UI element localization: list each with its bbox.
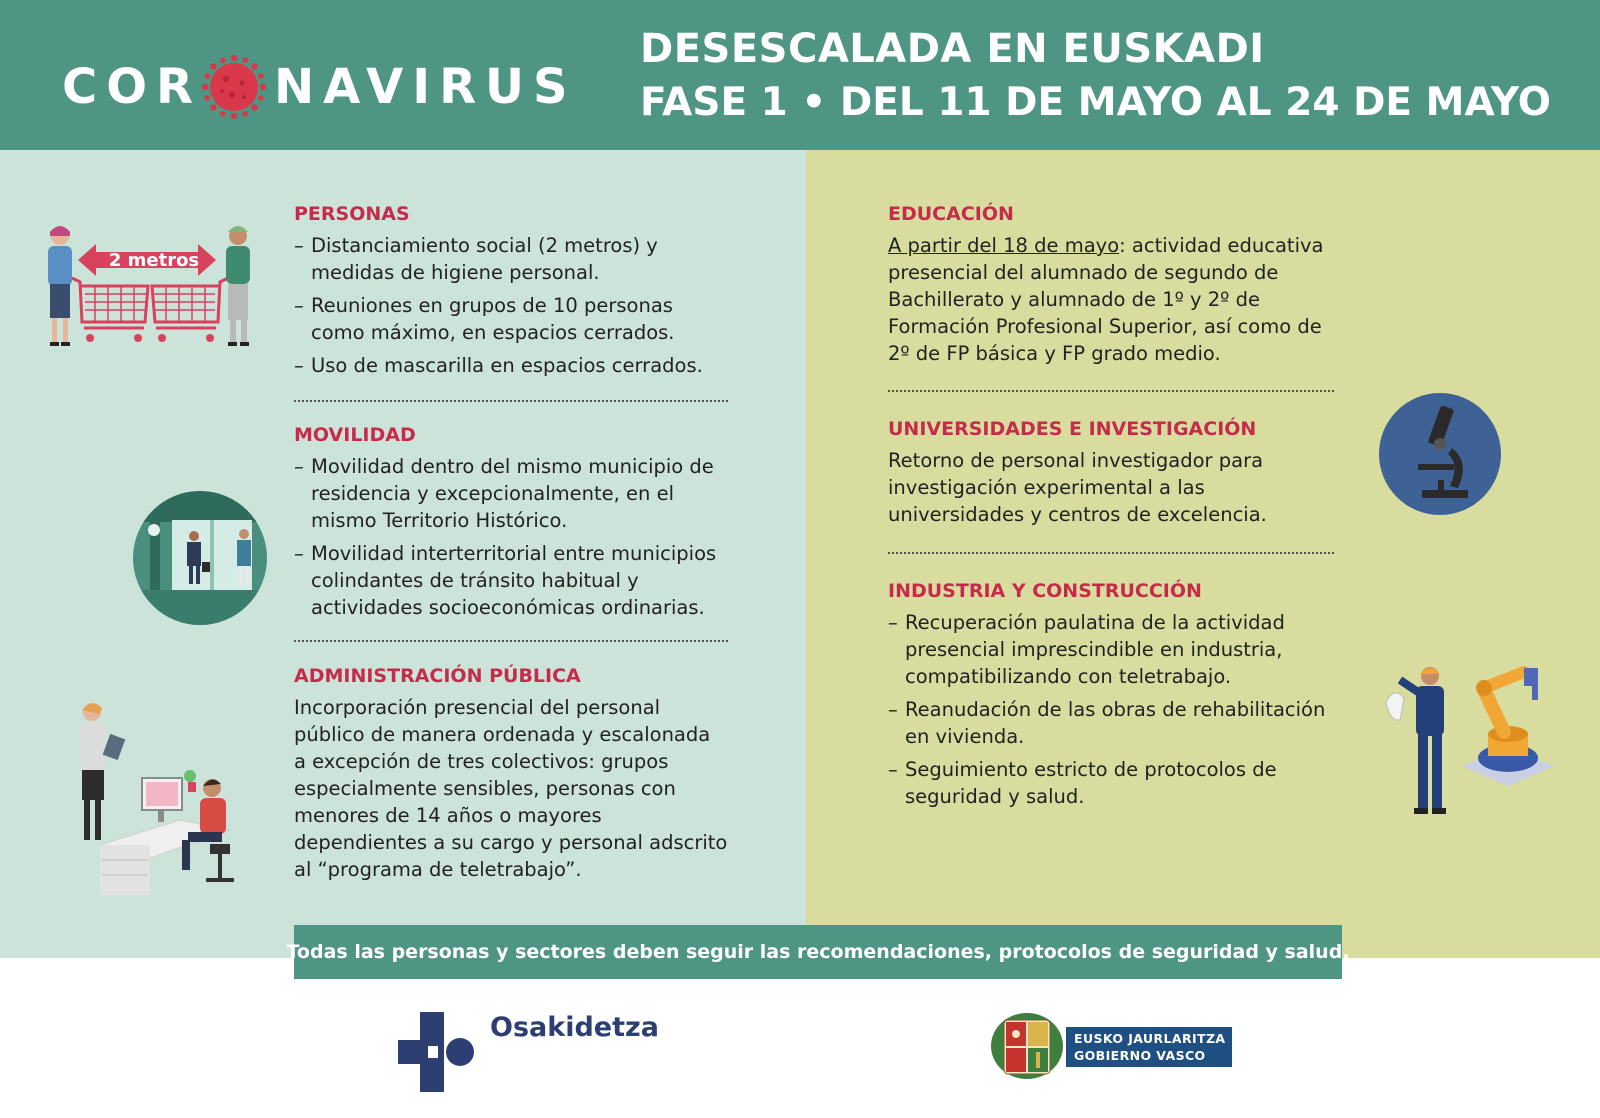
list-item: – Distanciamiento social (2 metros) y medidas de higiene personal. bbox=[294, 232, 714, 286]
paragraph: : actividad educativa presencial del alumnado de segundo de Bachillerato y alumnado de 1º y 2º de Formación Profesional Superior, así como de 2º de FP básica y FP grado medio. bbox=[888, 234, 1324, 365]
divider bbox=[888, 552, 1334, 554]
list-item: – Reanudación de las obras de rehabilitación en vivienda. bbox=[888, 696, 1344, 750]
gv-line2: GOBIERNO VASCO bbox=[1074, 1048, 1206, 1063]
list-item: – Movilidad interterritorial entre municipios colindantes de tránsito habitual y actividades socioeconómicas ordinarias. bbox=[294, 540, 728, 621]
list-item: – Recuperación paulatina de la actividad presencial imprescindible en industria, compatibilizando con teletrabajo. bbox=[888, 609, 1344, 690]
section-title-educacion: EDUCACIÓN bbox=[888, 203, 1014, 225]
personas-list bbox=[294, 232, 714, 385]
administracion-text bbox=[294, 694, 728, 883]
page-subtitle: FASE 1 • DEL 11 DE MAYO AL 24 DE MAYO bbox=[640, 80, 1551, 125]
page-title: DESESCALADA EN EUSKADI bbox=[640, 26, 1265, 72]
logo-text-right: NAVIRUS bbox=[274, 59, 577, 115]
section-title-personas: PERSONAS bbox=[294, 203, 410, 225]
list-item: – Movilidad dentro del mismo municipio de residencia y excepcionalmente, en el mismo Territorio Histórico. bbox=[294, 453, 728, 534]
movilidad-list bbox=[294, 453, 728, 627]
section-title-universidades: UNIVERSIDADES E INVESTIGACIÓN bbox=[888, 418, 1257, 440]
universidades-text bbox=[888, 447, 1288, 528]
transit-station-illustration bbox=[132, 490, 268, 626]
distance-label: 2 metros bbox=[108, 250, 200, 271]
divider bbox=[888, 390, 1334, 392]
header-bar bbox=[0, 0, 1600, 150]
list-item: – Seguimiento estricto de protocolos de seguridad y salud. bbox=[888, 756, 1344, 810]
logo-text-left: COR bbox=[62, 59, 202, 115]
gv-line1: EUSKO JAURLARITZA bbox=[1074, 1031, 1226, 1046]
social-distance-illustration bbox=[40, 222, 260, 362]
industry-illustration bbox=[1384, 662, 1564, 832]
recommendation-banner: Todas las personas y sectores deben seguir las recomendaciones, protocolos de seguridad y salud. bbox=[294, 925, 1342, 979]
coronavirus-logo bbox=[62, 54, 577, 120]
office-illustration bbox=[70, 700, 240, 910]
microscope-icon bbox=[1378, 392, 1502, 516]
virus-icon bbox=[202, 55, 266, 119]
paragraph: Incorporación presencial del personal público de manera ordenada y escalonada a excepción de tres colectivos: grupos especialmente sensibles, personas con menores de 14 años o mayores dependientes a su cargo y personal adscrito al “programa de teletrabajo”. bbox=[294, 696, 728, 881]
list-item: – Reuniones en grupos de 10 personas como máximo, en espacios cerrados. bbox=[294, 292, 714, 346]
industria-list bbox=[888, 609, 1344, 816]
education-start-date: A partir del 18 de mayo bbox=[888, 234, 1120, 257]
basque-government-logo-text bbox=[1066, 1027, 1232, 1067]
section-title-movilidad: MOVILIDAD bbox=[294, 424, 416, 446]
osakidetza-logo-text: Osakidetza bbox=[490, 1012, 659, 1043]
section-title-administracion: ADMINISTRACIÓN PÚBLICA bbox=[294, 665, 581, 687]
list-item: – Uso de mascarilla en espacios cerrados. bbox=[294, 352, 714, 379]
section-title-industria: INDUSTRIA Y CONSTRUCCIÓN bbox=[888, 580, 1202, 602]
paragraph: Retorno de personal investigador para investigación experimental a las universidades y centros de excelencia. bbox=[888, 449, 1267, 526]
basque-government-coat-of-arms bbox=[990, 1012, 1064, 1080]
osakidetza-logo-icon bbox=[398, 1012, 476, 1092]
divider bbox=[294, 640, 728, 642]
educacion-text bbox=[888, 232, 1338, 367]
divider bbox=[294, 400, 728, 402]
